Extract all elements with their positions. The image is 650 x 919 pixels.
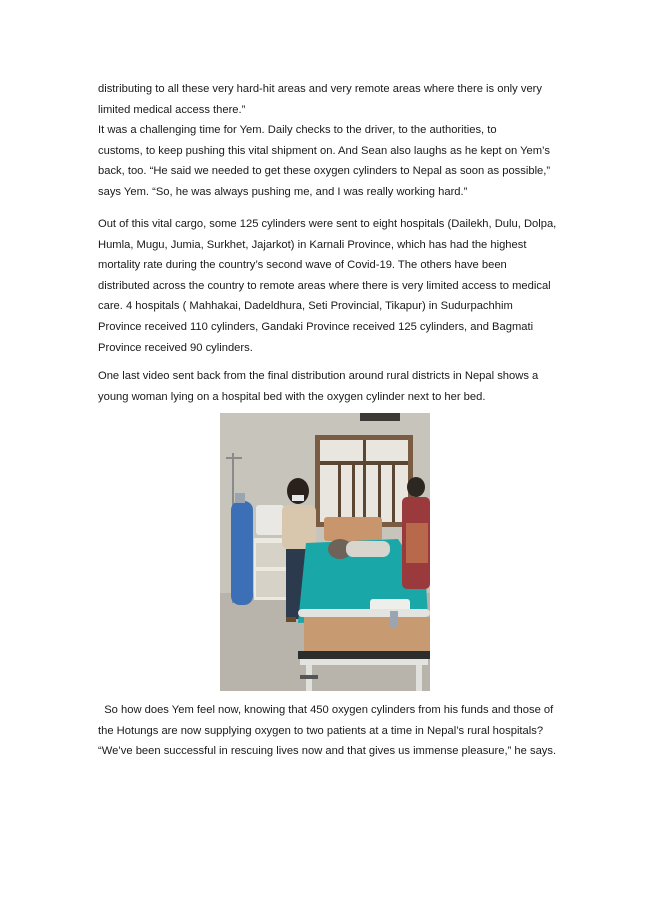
text-line: customs, to keep pushing this vital shipment on. And Sean also laughs as he kept on Yem’s	[98, 144, 550, 157]
paragraph-cargo-distribution	[98, 214, 558, 358]
text-line: One last video sent back from the final distribution around rural districts in Nepal shows a	[98, 370, 539, 382]
hospital-bed-photo	[220, 413, 430, 691]
text-line: Out of this vital cargo, some 125 cylinders were sent to eight hospitals (Dailekh, Dulu, Dolpa,	[98, 218, 557, 230]
paragraph-challenging-time	[98, 79, 558, 203]
text-line: young woman lying on a hospital bed with the oxygen cylinder next to her bed.	[98, 390, 486, 403]
text-line: So how does Yem feel now, knowing that 450 oxygen cylinders from his funds and those of	[98, 704, 554, 716]
paragraph-last-video	[98, 366, 558, 407]
text-line: Humla, Mugu, Jumia, Surkhet, Jajarkot) in Karnali Province, which has had the highest	[98, 238, 527, 251]
text-line: care. 4 hospitals ( Mahhakai, Dadeldhura, Seti Provincial, Tikapur) in Sudurpachhim	[98, 300, 513, 313]
text-line: distributed across the country to remote areas where there is very limited access to medical	[98, 279, 551, 292]
text-line: mortality rate during the country’s second wave of Covid-19. The others have been	[98, 259, 507, 272]
paragraph-yem-feelings	[98, 700, 558, 762]
text-line: It was a challenging time for Yem. Daily checks to the driver, to the authorities, to	[98, 124, 497, 137]
text-line: distributing to all these very hard-hit areas and very remote areas where there is only very	[98, 83, 542, 95]
text-line: Province received 110 cylinders, Gandaki Province received 125 cylinders, and Bagmati	[98, 320, 534, 333]
text-line: back, too. “He said we needed to get these oxygen cylinders to Nepal as soon as possible,”	[98, 165, 551, 178]
text-line: the Hotungs are now supplying oxygen to two patients at a time in Nepal’s rural hospitals?	[98, 724, 544, 737]
text-line: Province received 90 cylinders.	[98, 341, 253, 354]
text-line: says Yem. “So, he was always pushing me, and I was really working hard.”	[98, 185, 468, 198]
text-line: limited medical access there.”	[98, 103, 246, 116]
text-line: “We’ve been successful in rescuing lives now and that gives us immense pleasure,” he says.	[98, 745, 557, 758]
